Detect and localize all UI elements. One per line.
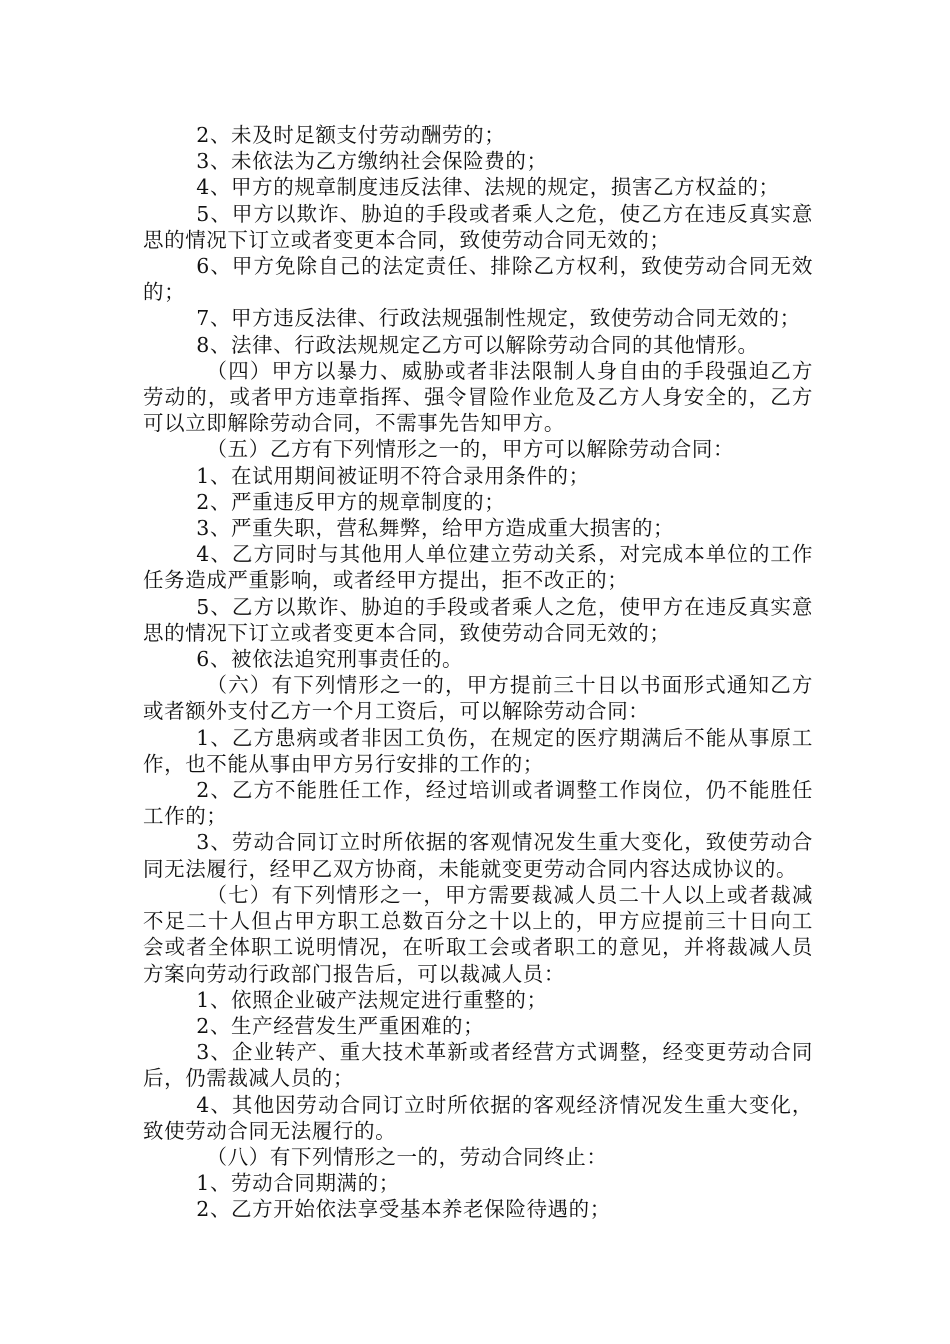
section-paragraph: （四）甲方以暴力、威胁或者非法限制人身自由的手段强迫乙方劳动的，或者甲方违章指挥、强令冒险作业危及乙方人身安全的，乙方可以立即解除劳动合同，不需事先告知甲方。	[143, 358, 813, 436]
clause-item: 3、劳动合同订立时所依据的客观情况发生重大变化，致使劳动合同无法履行，经甲乙双方协商，未能就变更劳动合同内容达成协议的。	[143, 830, 813, 881]
clause-item: 2、未及时足额支付劳动酬劳的；	[196, 123, 506, 147]
clause-item: 4、甲方的规章制度违反法律、法规的规定，损害乙方权益的；	[196, 175, 780, 200]
clause-item: 1、在试用期间被证明不符合录用条件的；	[196, 463, 590, 488]
clause-item: 3、企业转产、重大技术革新或者经营方式调整，经变更劳动合同后，仍需裁减人员的；	[143, 1040, 813, 1091]
clause-item: 1、劳动合同期满的；	[196, 1171, 400, 1196]
clause-item: 6、甲方免除自己的法定责任、排除乙方权利，致使劳动合同无效的；	[143, 254, 813, 305]
contract-text	[143, 122, 813, 1223]
clause-item: 1、依照企业破产法规定进行重整的；	[196, 987, 548, 1012]
clause-item: 2、生产经营发生严重困难的；	[196, 1013, 485, 1038]
clause-item: 2、乙方开始依法享受基本养老保险待遇的；	[196, 1197, 611, 1222]
clause-item: 7、甲方违反法律、行政法规强制性规定，致使劳动合同无效的；	[196, 306, 801, 331]
clause-item: 4、其他因劳动合同订立时所依据的客观经济情况发生重大变化，致使劳动合同无法履行的。	[143, 1092, 813, 1143]
clause-item: 3、未依法为乙方缴纳社会保险费的；	[196, 149, 548, 174]
section-paragraph: （七）有下列情形之一，甲方需要裁减人员二十人以上或者裁减不足二十人但占甲方职工总数百分之十以上的，甲方应提前三十日向工会或者全体职工说明情况，在听取工会或者职工的意见，并将裁减人员方案向劳动行政部门报告后，可以裁减人员：	[143, 882, 813, 986]
clause-item: 6、被依法追究刑事责任的。	[196, 647, 464, 672]
clause-item: 1、乙方患病或者非因工负伤，在规定的医疗期满后不能从事原工作，也不能从事由甲方另行安排的工作的；	[143, 725, 813, 776]
section-paragraph: （八）有下列情形之一的，劳动合同终止：	[206, 1144, 608, 1169]
clause-item: 3、严重失职，营私舞弊，给甲方造成重大损害的；	[196, 516, 675, 541]
section-paragraph: （六）有下列情形之一的，甲方提前三十日以书面形式通知乙方或者额外支付乙方一个月工资后，可以解除劳动合同：	[143, 673, 813, 724]
clause-item: 5、乙方以欺诈、胁迫的手段或者乘人之危，使甲方在违反真实意思的情况下订立或者变更本合同，致使劳动合同无效的；	[143, 594, 813, 645]
clause-item: 4、乙方同时与其他用人单位建立劳动关系，对完成本单位的工作任务造成严重影响，或者经甲方提出，拒不改正的；	[143, 542, 813, 593]
clause-item: 5、甲方以欺诈、胁迫的手段或者乘人之危，使乙方在违反真实意思的情况下订立或者变更本合同，致使劳动合同无效的；	[143, 201, 813, 252]
clause-item: 2、乙方不能胜任工作，经过培训或者调整工作岗位，仍不能胜任工作的；	[143, 778, 813, 829]
clause-item: 2、严重违反甲方的规章制度的；	[196, 489, 506, 514]
section-paragraph: （五）乙方有下列情形之一的，甲方可以解除劳动合同：	[206, 437, 735, 462]
clause-item: 8、法律、行政法规规定乙方可以解除劳动合同的其他情形。	[196, 332, 759, 357]
